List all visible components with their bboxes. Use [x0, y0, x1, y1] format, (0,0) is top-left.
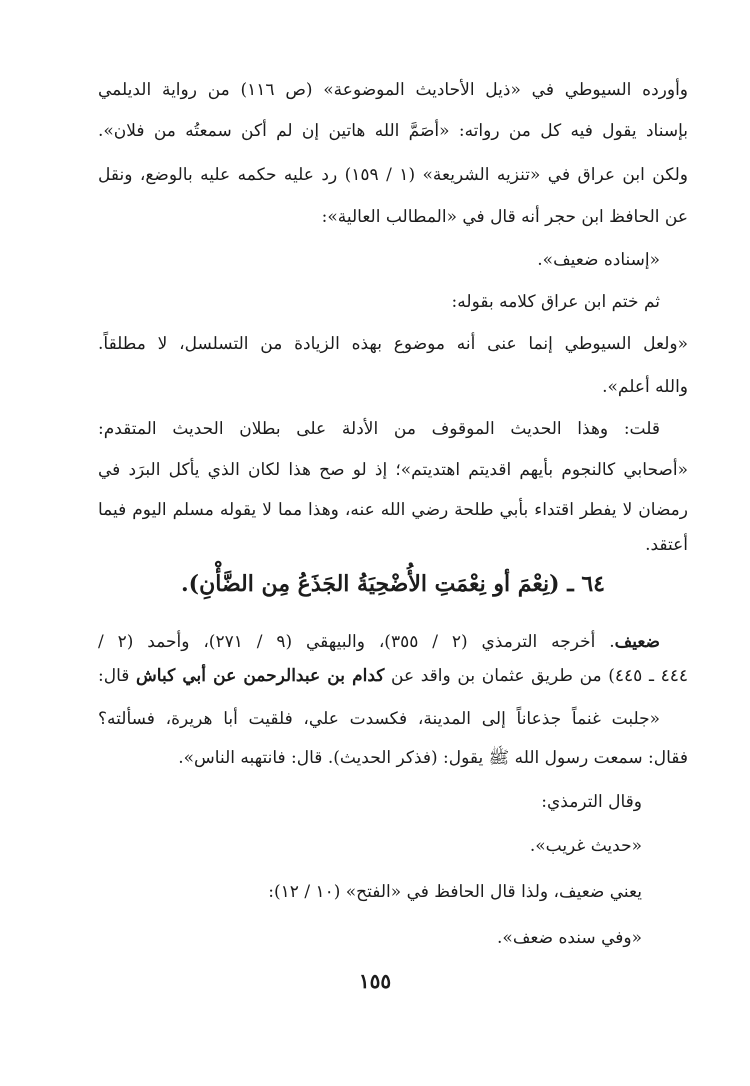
text-line: قلت: وهذا الحديث الموقوف من الأدلة على بطلان الحديث المتقدم: — [98, 419, 660, 439]
text-line — [98, 630, 660, 654]
text-line: «أصحابي كالنجوم بأيهم اقديتم اهتديتم»؛ إذ لو صح هذا لكان الذي يأكل البرَد في — [98, 460, 688, 480]
text-line: عن الحافظ ابن حجر أنه قال في «المطالب العالية»: — [321, 207, 688, 227]
text-span: . أخرجه الترمذي (٢ / ٣٥٥)، والبيهقي (٩ / ٢٧١)، وأحمد (٢ / — [98, 632, 615, 652]
text-line: وقال الترمذي: — [541, 792, 642, 812]
text-line: يعني ضعيف، ولذا قال الحافظ في «الفتح» (١٠ / ١٢): — [268, 882, 642, 902]
grade-label: ضعيف — [614, 632, 660, 652]
text-line: أعتقد. — [645, 535, 688, 555]
text-line: ثم ختم ابن عراق كلامه بقوله: — [451, 292, 660, 312]
quote-line: والله أعلم». — [602, 377, 688, 397]
text-line: ولكن ابن عراق في «تنزيه الشريعة» (١ / ١٥٩) رد عليه حكمه عليه بالوضع، ونقل — [98, 165, 688, 185]
text-span: قال: — [98, 666, 137, 686]
quote-line: «وفي سنده ضعف». — [497, 928, 642, 948]
text-line: بإسناد يقول فيه كل من رواته: «أصَمَّ الله هاتين إن لم أكن سمعتُه من فلان». — [98, 121, 688, 141]
text-span: ٤٤٤ ـ ٤٤٥) من طريق عثمان بن واقد عن — [384, 666, 688, 686]
quote-line: «جلبت غنماً جذعاناً إلى المدينة، فكسدت علي، فلقيت أبا هريرة، فسألته؟ — [98, 709, 660, 729]
text-line — [98, 664, 688, 688]
text-line: رمضان لا يفطر اقتداء بأبي طلحة رضي الله عنه، وهذا مما لا يقوله مسلم اليوم فيما — [98, 500, 688, 520]
text-line: وأورده السيوطي في «ذيل الأحاديث الموضوعة» (ص ١١٦) من رواية الديلمي — [98, 80, 688, 100]
quote-line: «حديث غريب». — [529, 836, 642, 856]
hadith-heading: ٦٤ ـ (نِعْمَ أو نِعْمَتِ الأُضْحِيَةُ الجَذَعُ مِن الضَّأْنِ). — [181, 571, 605, 597]
quote-line: فقال: سمعت رسول الله ﷺ يقول: (فذكر الحديث). قال: فانتهبه الناس». — [178, 748, 688, 768]
quote-line: «إسناده ضعيف». — [537, 250, 660, 270]
quote-line: «ولعل السيوطي إنما عنى أنه موضوع بهذه الزيادة من التسلسل، لا مطلقاً. — [98, 334, 688, 354]
page-number: ١٥٥ — [358, 969, 392, 993]
narrator-names: كدام بن عبدالرحمن عن أبي كباش — [136, 666, 385, 686]
